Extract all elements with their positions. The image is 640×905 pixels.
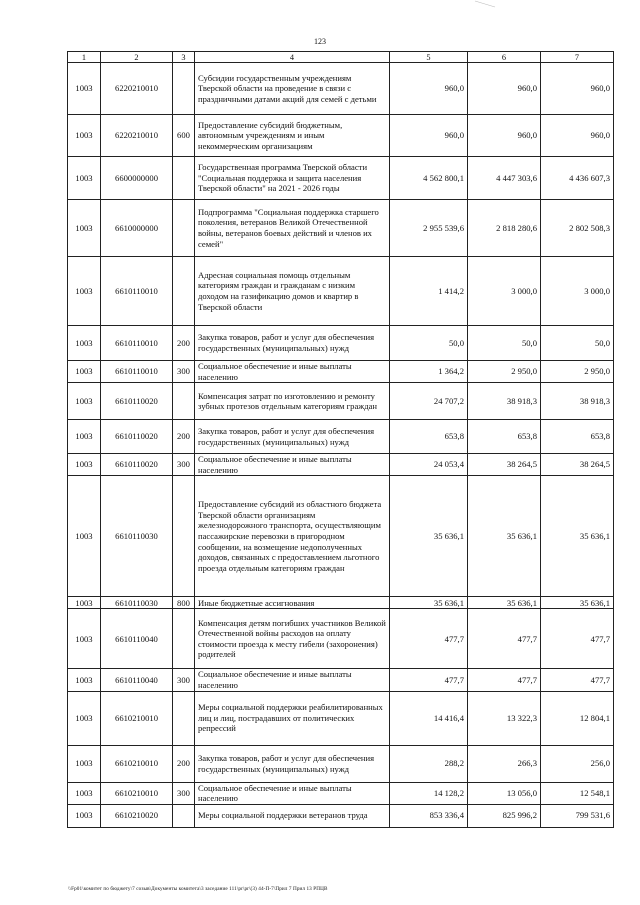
table-row <box>68 157 614 200</box>
target-article-cell: 6610110040 <box>101 609 173 669</box>
code-cell: 1003 <box>68 669 101 691</box>
expense-type-cell <box>173 691 195 745</box>
code-cell: 1003 <box>68 782 101 804</box>
code-cell: 1003 <box>68 63 101 115</box>
expense-type-cell: 300 <box>173 454 195 476</box>
value-cell-5: 4 562 800,1 <box>390 157 468 200</box>
code-cell: 1003 <box>68 804 101 827</box>
name-cell: Социальное обеспечение и иные выплаты населению <box>195 669 390 691</box>
header-cell: 6 <box>468 52 541 63</box>
value-cell-5: 960,0 <box>390 63 468 115</box>
target-article-cell: 6610110020 <box>101 454 173 476</box>
name-cell: Социальное обеспечение и иные выплаты населению <box>195 782 390 804</box>
value-cell-6: 13 322,3 <box>468 691 541 745</box>
name-cell: Предоставление субсидий из областного бюджета Тверской области организациям железнодорожного транспорта, осуществляющим пассажирские перевозки в пригородном сообщении, на возмещение недополученных доходов, связанных с предоставлением льготного проезда отдельным категориям граждан <box>195 476 390 597</box>
value-cell-5: 14 128,2 <box>390 782 468 804</box>
value-cell-7: 3 000,0 <box>541 257 614 326</box>
table-row <box>68 257 614 326</box>
expense-type-cell: 800 <box>173 597 195 609</box>
target-article-cell: 6610210010 <box>101 691 173 745</box>
table-row <box>68 200 614 257</box>
expense-type-cell: 300 <box>173 669 195 691</box>
code-cell: 1003 <box>68 745 101 782</box>
value-cell-5: 2 955 539,6 <box>390 200 468 257</box>
value-cell-6: 13 056,0 <box>468 782 541 804</box>
name-cell: Меры социальной поддержки ветеранов труда <box>195 804 390 827</box>
value-cell-7: 12 804,1 <box>541 691 614 745</box>
name-cell: Компенсация затрат по изготовлению и ремонту зубных протезов отдельным категориям граждан <box>195 383 390 420</box>
value-cell-5: 35 636,1 <box>390 597 468 609</box>
target-article-cell: 6610000000 <box>101 200 173 257</box>
value-cell-7: 2 802 508,3 <box>541 200 614 257</box>
code-cell: 1003 <box>68 609 101 669</box>
name-cell: Закупка товаров, работ и услуг для обеспечения государственных (муниципальных) нужд <box>195 745 390 782</box>
value-cell-6: 2 818 280,6 <box>468 200 541 257</box>
header-cell: 4 <box>195 52 390 63</box>
value-cell-6: 653,8 <box>468 420 541 454</box>
table-row <box>68 691 614 745</box>
table-row <box>68 454 614 476</box>
table-header-row <box>68 52 614 63</box>
target-article-cell: 6610210010 <box>101 782 173 804</box>
value-cell-5: 477,7 <box>390 609 468 669</box>
code-cell: 1003 <box>68 115 101 157</box>
page-number: 123 <box>314 37 326 46</box>
value-cell-5: 24 053,4 <box>390 454 468 476</box>
header-cell: 7 <box>541 52 614 63</box>
code-cell: 1003 <box>68 383 101 420</box>
value-cell-5: 24 707,2 <box>390 383 468 420</box>
value-cell-6: 477,7 <box>468 609 541 669</box>
value-cell-7: 35 636,1 <box>541 597 614 609</box>
table-body <box>68 63 614 828</box>
target-article-cell: 6610110010 <box>101 361 173 383</box>
value-cell-6: 266,3 <box>468 745 541 782</box>
target-article-cell: 6610110020 <box>101 383 173 420</box>
table-row <box>68 745 614 782</box>
code-cell: 1003 <box>68 257 101 326</box>
expense-type-cell <box>173 476 195 597</box>
name-cell: Закупка товаров, работ и услуг для обеспечения государственных (муниципальных) нужд <box>195 326 390 361</box>
value-cell-5: 35 636,1 <box>390 476 468 597</box>
code-cell: 1003 <box>68 597 101 609</box>
name-cell: Меры социальной поддержки реабилитированных лиц и лиц, пострадавших от политических репрессий <box>195 691 390 745</box>
value-cell-6: 960,0 <box>468 63 541 115</box>
value-cell-5: 653,8 <box>390 420 468 454</box>
value-cell-7: 960,0 <box>541 63 614 115</box>
expense-type-cell <box>173 609 195 669</box>
value-cell-7: 256,0 <box>541 745 614 782</box>
code-cell: 1003 <box>68 326 101 361</box>
expense-type-cell: 300 <box>173 782 195 804</box>
value-cell-6: 825 996,2 <box>468 804 541 827</box>
value-cell-7: 799 531,6 <box>541 804 614 827</box>
table-row <box>68 476 614 597</box>
value-cell-7: 477,7 <box>541 669 614 691</box>
name-cell: Подпрограмма "Социальная поддержка старшего поколения, ветеранов Великой Отечественной войны, ветеранов боевых действий и членов их семей" <box>195 200 390 257</box>
expense-type-cell <box>173 157 195 200</box>
value-cell-5: 1 364,2 <box>390 361 468 383</box>
name-cell: Иные бюджетные ассигнования <box>195 597 390 609</box>
expense-type-cell: 600 <box>173 115 195 157</box>
header-cell: 2 <box>101 52 173 63</box>
target-article-cell: 6220210010 <box>101 115 173 157</box>
target-article-cell: 6610110040 <box>101 669 173 691</box>
expense-type-cell: 200 <box>173 745 195 782</box>
table-row <box>68 115 614 157</box>
value-cell-5: 1 414,2 <box>390 257 468 326</box>
target-article-cell: 6600000000 <box>101 157 173 200</box>
target-article-cell: 6610110020 <box>101 420 173 454</box>
value-cell-7: 653,8 <box>541 420 614 454</box>
table-row <box>68 361 614 383</box>
name-cell: Закупка товаров, работ и услуг для обеспечения государственных (муниципальных) нужд <box>195 420 390 454</box>
value-cell-6: 3 000,0 <box>468 257 541 326</box>
value-cell-6: 4 447 303,6 <box>468 157 541 200</box>
target-article-cell: 6220210010 <box>101 63 173 115</box>
name-cell: Компенсация детям погибших участников Великой Отечественной войны расходов на оплату стоимости проезда к месту гибели (захоронения) родителей <box>195 609 390 669</box>
value-cell-6: 2 950,0 <box>468 361 541 383</box>
value-cell-7: 38 264,5 <box>541 454 614 476</box>
value-cell-7: 960,0 <box>541 115 614 157</box>
code-cell: 1003 <box>68 476 101 597</box>
value-cell-7: 4 436 607,3 <box>541 157 614 200</box>
value-cell-5: 50,0 <box>390 326 468 361</box>
code-cell: 1003 <box>68 200 101 257</box>
value-cell-5: 288,2 <box>390 745 468 782</box>
budget-table <box>67 51 614 828</box>
value-cell-6: 960,0 <box>468 115 541 157</box>
code-cell: 1003 <box>68 420 101 454</box>
value-cell-7: 12 548,1 <box>541 782 614 804</box>
value-cell-5: 14 416,4 <box>390 691 468 745</box>
value-cell-7: 50,0 <box>541 326 614 361</box>
target-article-cell: 6610110010 <box>101 326 173 361</box>
header-cell: 3 <box>173 52 195 63</box>
value-cell-5: 960,0 <box>390 115 468 157</box>
value-cell-6: 35 636,1 <box>468 597 541 609</box>
expense-type-cell <box>173 257 195 326</box>
value-cell-7: 35 636,1 <box>541 476 614 597</box>
value-cell-6: 38 918,3 <box>468 383 541 420</box>
name-cell: Предоставление субсидий бюджетным, автономным учреждениям и иным некоммерческим организациям <box>195 115 390 157</box>
value-cell-6: 35 636,1 <box>468 476 541 597</box>
table-row <box>68 609 614 669</box>
code-cell: 1003 <box>68 157 101 200</box>
table-row <box>68 383 614 420</box>
name-cell: Социальное обеспечение и иные выплаты населению <box>195 361 390 383</box>
value-cell-6: 50,0 <box>468 326 541 361</box>
target-article-cell: 6610110030 <box>101 476 173 597</box>
table-row <box>68 669 614 691</box>
expense-type-cell: 200 <box>173 420 195 454</box>
value-cell-5: 853 336,4 <box>390 804 468 827</box>
target-article-cell: 6610110030 <box>101 597 173 609</box>
table-row <box>68 804 614 827</box>
code-cell: 1003 <box>68 691 101 745</box>
table-row <box>68 326 614 361</box>
value-cell-7: 2 950,0 <box>541 361 614 383</box>
scan-artifact-line <box>474 0 496 8</box>
expense-type-cell: 300 <box>173 361 195 383</box>
name-cell: Социальное обеспечение и иные выплаты населению <box>195 454 390 476</box>
target-article-cell: 6610210010 <box>101 745 173 782</box>
table-row <box>68 420 614 454</box>
table-row <box>68 782 614 804</box>
value-cell-6: 38 264,5 <box>468 454 541 476</box>
expense-type-cell <box>173 200 195 257</box>
value-cell-5: 477,7 <box>390 669 468 691</box>
table-row <box>68 63 614 115</box>
name-cell: Адресная социальная помощь отдельным категориям граждан и гражданам с низким доходом на газификацию домов и квартир в Тверской области <box>195 257 390 326</box>
target-article-cell: 6610110010 <box>101 257 173 326</box>
value-cell-7: 38 918,3 <box>541 383 614 420</box>
value-cell-6: 477,7 <box>468 669 541 691</box>
target-article-cell: 6610210020 <box>101 804 173 827</box>
name-cell: Субсидии государственным учреждениям Тверской области на проведение в связи с праздничными датами акций для семей с детьми <box>195 63 390 115</box>
expense-type-cell <box>173 804 195 827</box>
table-row <box>68 597 614 609</box>
name-cell: Государственная программа Тверской области "Социальная поддержка и защита населения Тверской области" на 2021 - 2026 годы <box>195 157 390 200</box>
expense-type-cell <box>173 383 195 420</box>
footer-file-path: \\Fp01\комитет по бюджету\7 созыв\Документы комитета\3 заседание 111\pr\pr\(3) 44-П-7\Прил 7 Прил 13 РПЦВ <box>68 886 328 892</box>
expense-type-cell <box>173 63 195 115</box>
expense-type-cell: 200 <box>173 326 195 361</box>
code-cell: 1003 <box>68 361 101 383</box>
header-cell: 5 <box>390 52 468 63</box>
code-cell: 1003 <box>68 454 101 476</box>
header-cell: 1 <box>68 52 101 63</box>
value-cell-7: 477,7 <box>541 609 614 669</box>
